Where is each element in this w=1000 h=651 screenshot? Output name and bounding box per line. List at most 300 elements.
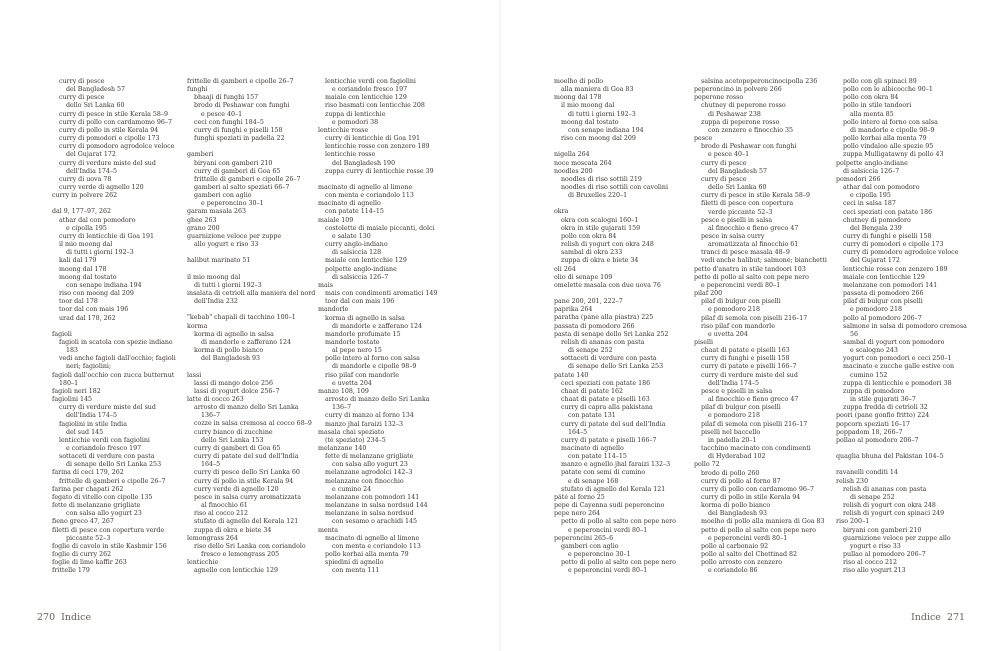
- index-headword: moong dal 178: [554, 94, 602, 102]
- index-headword: passata di pomodoro 266: [554, 322, 635, 330]
- index-headword: fagioli dall'occhio con zucca butternut: [52, 371, 175, 379]
- index-subentry: curry di pesce: [59, 78, 105, 85]
- index-subentry: dello Sri Lanka 153: [201, 436, 264, 444]
- index-subentry: noodles di riso sottili con cavolini: [561, 184, 668, 192]
- index-headword: lemongrass 264: [187, 534, 238, 542]
- index-subentry: con sesamo o arachidi 145: [332, 518, 418, 526]
- right-page-number: 271: [946, 612, 966, 623]
- index-headword: mandorle: [318, 306, 349, 314]
- index-subentry: cozze in salsa cremosa al cocco 68–9: [194, 420, 312, 428]
- index-subentry: e scalogno 243: [850, 347, 898, 355]
- index-subentry: riso dello Sri Lanka con coriandolo: [194, 542, 306, 550]
- index-subentry: con salsa allo yogurt 23: [66, 510, 142, 518]
- index-subentry: curry verde di agnello 120: [59, 184, 144, 192]
- index-subentry: zuppa curry di lenticchie rosse 39: [325, 167, 434, 175]
- index-subentry: con senape indiana 194: [66, 281, 142, 289]
- index-subentry: curry di uova 78: [59, 175, 112, 183]
- index-subentry: al finocchio e fieno greco 47: [708, 396, 799, 404]
- index-headword: foglie di cavolo in stile Kashmir 156: [52, 542, 167, 550]
- index-subentry: mandorle profumate 15: [325, 330, 401, 338]
- index-subentry: del Bangladesh 57: [708, 167, 768, 175]
- index-subentry: polpette anglo-indiane: [325, 265, 397, 273]
- index-subentry: e peperoncini verdi 80–1: [708, 534, 788, 542]
- index-column-3: [318, 78, 468, 576]
- index-subentry: curry di pomodoro agrodolce veloce: [59, 143, 175, 151]
- index-subentry: macinato di agnello: [561, 444, 624, 452]
- index-subentry: tacchino macinato con condimenti: [701, 445, 811, 453]
- index-subentry: sambal di okra 233: [561, 249, 623, 257]
- index-subentry: di salsiccia 128: [332, 249, 382, 257]
- index-headword: latte di cocco 263: [187, 396, 244, 404]
- index-headword: garam masala 263: [187, 208, 247, 216]
- index-headword: quaglia bhuna del Pakistan 104–5: [836, 453, 944, 461]
- index-subentry: riso allo yogurt 213: [843, 567, 906, 575]
- index-headword: petto di pollo al salto con pepe nero: [694, 273, 809, 281]
- index-subentry: riso con moong dal 209: [561, 135, 636, 143]
- index-headword: ravanelli conditi 14: [836, 469, 898, 477]
- index-subentry: 164–5: [201, 461, 221, 469]
- index-subentry: di tutti i giorni 192–3: [66, 249, 134, 257]
- index-subentry: relish di yogurt con spinaci 249: [843, 510, 945, 518]
- index-subentry: di senape 252: [850, 493, 895, 501]
- index-headword: fagioli neri 182: [52, 387, 101, 395]
- index-subentry: pollo arrosto con zenzero: [701, 559, 783, 567]
- index-subentry: bhaaji di funghi 157: [194, 94, 259, 102]
- index-subentry: relish di yogurt con okra 248: [843, 502, 936, 510]
- index-subentry: curry di pollo con cardamomo 96–7: [59, 118, 172, 126]
- index-subentry: riso pilaf con mandorle: [701, 322, 775, 330]
- index-subentry: petto di pollo al salto con pepe nero: [561, 559, 676, 567]
- index-subentry: alla menta 85: [850, 110, 894, 118]
- index-spacer: [836, 445, 986, 453]
- index-subentry: melanzane con pomodori 141: [843, 281, 938, 289]
- index-subentry: di senape dello Sri Lanka 253: [568, 363, 664, 371]
- index-subentry: curry di funghi e piselli 158: [194, 126, 283, 134]
- index-subentry: di senape dello Sri Lanka 253: [66, 461, 162, 469]
- index-subentry: il mio moong dal: [59, 241, 113, 249]
- index-subentry: con menta 111: [332, 567, 380, 575]
- index-subentry: okra con scalogni 160–1: [561, 216, 639, 224]
- index-subentry: curry di pollo in stile Kerala 94: [194, 477, 294, 485]
- index-headword: fagiolini 145: [52, 396, 93, 404]
- index-headword: insalata di cetrioli alla maniera del nord: [187, 290, 316, 298]
- index-headword: pâté al forno 25: [554, 493, 605, 501]
- index-headword: patate 140: [554, 371, 589, 379]
- index-subentry: di tutti i giorni 192–3: [194, 281, 262, 289]
- index-subentry: melanzane agrodolci 142–3: [325, 469, 413, 477]
- index-subentry: dell'India 174–5: [66, 167, 118, 175]
- index-subentry: con patate 114–15: [325, 208, 384, 216]
- index-subentry: korma di agnello in salsa: [325, 314, 405, 322]
- index-headword: pane 200, 201, 222–7: [554, 298, 623, 306]
- index-subentry: e di senape 168: [568, 477, 619, 485]
- index-subentry: tranci di pesce masala 48–9: [701, 249, 790, 257]
- index-spacer: [554, 290, 704, 298]
- index-subentry: korma di agnello in salsa: [194, 330, 274, 338]
- index-subentry: e cipolla 195: [66, 224, 107, 232]
- index-subentry: e salate 130: [332, 232, 371, 240]
- index-headword: masala chai speziato: [318, 428, 385, 436]
- index-subentry: lenticchie verdi con fagiolini: [59, 436, 150, 444]
- index-subentry: di mandorle e cipolle 98–9: [332, 363, 417, 371]
- index-headword: olio di senape 109: [554, 273, 613, 281]
- index-subentry: gamberi al salto speziati 66–7: [194, 184, 290, 192]
- index-subentry: urad dal 178, 262: [59, 314, 116, 322]
- index-subentry: riso basmati con lenticchie 208: [325, 102, 425, 110]
- index-subentry: curry di gamberi di Goa 65: [194, 167, 281, 175]
- index-subentry: in stile gujarati 36–7: [850, 396, 916, 404]
- index-subentry: curry di patate e piselli 166–7: [561, 436, 657, 444]
- index-column-2: [187, 78, 337, 575]
- index-subentry: pesce e piselli in salsa: [701, 216, 773, 224]
- index-subentry: fagioli in scatola con spezie indiane: [59, 338, 173, 346]
- index-subentry: al pepe nero 15: [332, 347, 382, 355]
- index-subentry: riso al cocco 212: [194, 510, 249, 518]
- index-subentry: patate con semi di cumino: [561, 469, 646, 477]
- index-subentry: lassi di mango dolce 256: [194, 379, 274, 387]
- index-subentry: pollo korhai alla menta 79: [843, 135, 927, 143]
- index-subentry: sottaceti di verdure con pasta: [59, 453, 155, 461]
- index-subentry: e pesce 40–1: [201, 110, 243, 118]
- index-column-1: [52, 78, 202, 576]
- index-subentry: yogurt con pomodori e ceci 250–1: [843, 355, 952, 363]
- index-subentry: curry di patate del sud dell'India: [194, 453, 299, 461]
- index-subentry: allo yogurt e riso 33: [194, 241, 259, 249]
- index-subentry: moong dal tostato: [561, 118, 619, 126]
- index-subentry: 164–5: [568, 428, 588, 436]
- index-headword: farina per chapati 262: [52, 485, 124, 493]
- index-subentry: curry di pomodori e cipolle 173: [843, 241, 944, 249]
- index-subentry: okra in stile gujarati 159: [561, 224, 641, 232]
- index-subentry: curry anglo-indiano: [325, 241, 388, 249]
- index-subentry: chutney di peperone rosso: [701, 102, 786, 110]
- index-subentry: pilaf di semola con piselli 216–17: [701, 420, 808, 428]
- index-subentry: zuppa Mulligatawny di pollo 43: [843, 151, 944, 159]
- index-headword: pepe nero 264: [554, 510, 601, 518]
- index-subentry: stufato di agnello del Kerala 121: [561, 485, 666, 493]
- index-headword: mais: [318, 281, 333, 289]
- index-subentry: zuppa di lenticchie: [325, 110, 386, 118]
- index-subentry: korma di pollo bianco: [701, 502, 771, 510]
- index-subentry: zuppa di okra e biete 34: [194, 526, 272, 534]
- index-headword: lenticchie rosse: [318, 126, 369, 134]
- index-subentry: di salsiccia 126–7: [332, 273, 389, 281]
- index-subentry: dell'India 174–5: [708, 379, 760, 387]
- index-subentry: curry di pesce in stile Kerala 58–9: [701, 192, 811, 200]
- index-headword: peperoncini 265–6: [554, 534, 614, 542]
- index-subentry: curry di capra alla pakistana: [561, 404, 653, 412]
- index-headword: filetti di pesce con copertura verde: [52, 526, 165, 534]
- index-subentry: lenticchie rosse: [325, 151, 376, 159]
- index-headword: curry in polvere 262: [52, 192, 118, 200]
- index-subentry: con salsa allo yogurt 23: [332, 461, 408, 469]
- index-headword: pasta di senape dello Sri Lanka 252: [554, 330, 669, 338]
- index-headword: peperone rosso: [694, 94, 744, 102]
- index-subentry: dello Sri Lanka 60: [66, 102, 125, 110]
- index-subentry: maiale con lenticchie 129: [325, 94, 407, 102]
- index-subentry: pesce in salsa curry aromatizzata: [194, 493, 301, 501]
- left-running-head: Indice: [61, 612, 92, 623]
- index-subentry: yogurt e riso 33: [850, 542, 901, 550]
- index-subentry: 56: [850, 330, 859, 338]
- index-headword: gamberi: [187, 151, 214, 159]
- index-column-6: [836, 78, 986, 576]
- index-subentry: riso pilaf con mandorle: [325, 371, 399, 379]
- index-subentry: manzo jhal faraizi 132–3: [325, 420, 404, 428]
- index-subentry: del Gujarat 172: [66, 151, 116, 159]
- index-spacer: [187, 143, 337, 151]
- index-subentry: pullao al pomodoro 206–7: [843, 551, 926, 559]
- index-subentry: di Hyderabad 102: [708, 453, 766, 461]
- index-subentry: verde piccante 52–3: [708, 208, 773, 216]
- index-subentry: curry di pesce: [59, 94, 105, 102]
- index-subentry: 183: [66, 347, 79, 355]
- index-subentry: korma di pollo bianco: [194, 347, 264, 355]
- index-subentry: dell'India 174–5: [66, 412, 118, 420]
- index-subentry: del Bengala 239: [850, 224, 902, 232]
- index-headword: popcorn speziati 16–17: [836, 420, 911, 428]
- index-headword: korma: [187, 322, 208, 330]
- index-subentry: arrosto di manzo dello Sri Lanka: [325, 396, 430, 404]
- index-subentry: maiale con lenticchie 129: [843, 273, 925, 281]
- index-subentry: chaat di patate e piselli 163: [561, 396, 650, 404]
- index-subentry: di Bruxelles 220–1: [568, 192, 628, 200]
- index-subentry: melanzane con finocchio: [325, 477, 404, 485]
- index-headword: foglie di lime kaffir 263: [52, 559, 127, 567]
- index-subentry: di mandorle e zafferano 124: [201, 338, 292, 346]
- index-subentry: curry di pollo in stile Kerala 94: [701, 493, 801, 501]
- index-headword: pilaf 200: [694, 290, 723, 298]
- index-subentry: dello Sri Lanka 60: [708, 184, 767, 192]
- index-headword: ghee 263: [187, 216, 217, 224]
- index-subentry: e coriandolo fresco 197: [66, 445, 142, 452]
- index-headword: foglie di curry 262: [52, 551, 112, 559]
- index-headword: pomodori 266: [836, 175, 881, 183]
- index-spacer: [187, 306, 337, 314]
- index-subentry: pollo al salto del Chettinad 82: [701, 551, 798, 559]
- index-subentry: curry di funghi e piselli 158: [843, 232, 932, 240]
- index-subentry: salsina acetopeperoncinocipolla 236: [701, 78, 818, 85]
- index-subentry: e peperoncini verdi 80–1: [568, 567, 648, 575]
- index-spacer: [318, 176, 468, 184]
- index-subentry: passata di pomodoro 266: [843, 290, 924, 298]
- index-headword: grano 200: [187, 224, 220, 232]
- index-subentry: e peperoncino 30–1: [201, 200, 264, 208]
- index-subentry: e uvetta 204: [708, 330, 748, 338]
- index-subentry: chutney di pomodoro: [843, 216, 911, 224]
- page-gutter: [499, 0, 501, 651]
- index-subentry: e pesce 40–1: [708, 151, 750, 159]
- index-headword: noodles 200: [554, 167, 593, 175]
- index-subentry: e pomodoro 218: [850, 306, 902, 314]
- index-headword: halibut marinato 51: [187, 257, 251, 265]
- index-subentry: pilaf di bulgur con piselli: [843, 298, 923, 306]
- index-subentry: gamberi con aglio: [194, 192, 252, 200]
- index-spacer: [187, 363, 337, 371]
- index-subentry: zuppa di okra e biete 34: [561, 257, 639, 265]
- index-subentry: athar dal con pomodoro: [843, 184, 920, 192]
- index-subentry: sottaceti di verdure con pasta: [561, 355, 657, 363]
- index-subentry: pollo korhai alla menta 79: [325, 551, 409, 559]
- index-subentry: e cumino 24: [332, 485, 372, 493]
- index-subentry: kali dal 179: [59, 257, 97, 265]
- index-subentry: di senape 252: [568, 347, 613, 355]
- index-subentry: pesce in salsa curry: [701, 232, 765, 240]
- index-subentry: salmone in salsa di pomodoro cremosa: [843, 322, 967, 330]
- index-subentry: ceci in salsa 187: [843, 200, 896, 208]
- index-subentry: curry di lenticchie di Goa 191: [59, 232, 155, 240]
- index-subentry: toor dal 178: [59, 298, 98, 306]
- index-subentry: di Peshawar 238: [708, 110, 761, 118]
- index-subentry: guarnizione veloce per zuppe allo: [843, 534, 951, 542]
- index-spacer: [836, 461, 986, 469]
- index-subentry: con menta e coriandolo 113: [325, 192, 414, 200]
- index-subentry: pollo intero al forno con salsa: [843, 118, 938, 126]
- index-headword: fette di melanzane grigliate: [52, 502, 141, 510]
- index-headword: fagioli: [52, 330, 72, 338]
- index-subentry: zuppa di peperone rosso: [701, 118, 780, 126]
- index-subentry: curry di patate e piselli 166–7: [701, 363, 797, 371]
- index-subentry: noodles di riso sottili 219: [561, 175, 642, 183]
- index-headword: farina di ceci 179, 262: [52, 469, 124, 477]
- index-column-4: [554, 78, 704, 575]
- index-subentry: cumino 152: [850, 371, 888, 379]
- index-subentry: del sud 145: [66, 428, 104, 436]
- index-subentry: curry di pesce: [701, 159, 747, 167]
- index-subentry: piselli nel baccello: [701, 428, 761, 436]
- index-headword: lassi: [187, 371, 202, 379]
- index-subentry: pollo con okra 84: [843, 94, 899, 102]
- index-subentry: lenticchie rosse con zenzero 189: [325, 143, 430, 151]
- index-subentry: ceci con funghi 184–5: [194, 118, 264, 126]
- index-subentry: biryani con gamberi 210: [843, 526, 922, 534]
- index-spacer: [52, 200, 202, 208]
- index-headword: omelette masala con due uova 76: [554, 281, 661, 289]
- index-subentry: relish di ananas con pasta: [561, 338, 645, 346]
- index-subentry: pollo con le albicocche 90–1: [843, 86, 933, 94]
- index-subentry: fagiolini in stile India: [59, 420, 127, 428]
- right-running-head: Indice: [911, 612, 941, 623]
- index-headword: manzo 108, 109: [318, 387, 369, 395]
- index-subentry: vedi anche fagioli dall'occhio; fagioli: [59, 355, 176, 363]
- index-subentry: zuppa di lenticchie e pomodori 38: [843, 379, 952, 387]
- index-headword: fegato di vitello con cipolle 135: [52, 493, 153, 501]
- index-subentry: del Bangladesh 190: [332, 159, 396, 167]
- index-subentry: e pomodori 38: [332, 118, 379, 126]
- index-headword: moelho di pollo: [554, 78, 604, 85]
- index-headword: poori (pane gonfio fritto) 224: [836, 412, 930, 420]
- index-headword: macinato di agnello al limone: [318, 184, 413, 192]
- index-subentry: curry di pomodoro agrodolce veloce: [843, 249, 959, 257]
- index-subentry: agnello con lenticchie 129: [194, 567, 278, 575]
- index-subentry: spiedini di agnello: [325, 559, 384, 567]
- index-headword: polpette anglo-indiane: [836, 159, 908, 167]
- index-spacer: [554, 143, 704, 151]
- index-spacer: [52, 323, 202, 331]
- index-subentry: 180–1: [59, 379, 79, 387]
- index-subentry: 136–7: [201, 412, 221, 420]
- index-subentry: pollo al pomodoro 206–7: [843, 314, 922, 322]
- index-headword: paprika 264: [554, 306, 593, 314]
- index-headword: fieno greco 47, 267: [52, 518, 114, 526]
- index-headword: guarnizione veloce per zuppe: [187, 232, 282, 240]
- index-subentry: lenticchie verdi con fagiolini: [325, 78, 416, 85]
- index-subentry: zuppa fredda di cetrioli 32: [843, 404, 928, 412]
- index-subentry: curry di gamberi di Goa 65: [194, 444, 281, 452]
- index-subentry: e peperoncino 30–1: [568, 551, 631, 559]
- index-spacer: [187, 266, 337, 274]
- index-subentry: di tutti i giorni 192–3: [568, 110, 636, 118]
- index-subentry: del Bangladesh 93: [708, 510, 768, 518]
- index-subentry: manzo e agnello jhal faraizi 132–3: [561, 461, 671, 469]
- index-subentry: pollo intero al forno con salsa: [325, 355, 420, 363]
- index-subentry: zuppa di pomodoro: [843, 387, 905, 395]
- index-headword: pesce: [694, 135, 713, 143]
- index-subentry: sambal di yogurt con pomodoro: [843, 339, 945, 346]
- index-subentry: petto di pollo al salto con pepe nero: [701, 526, 816, 534]
- index-headword: nigella 264: [554, 151, 590, 159]
- index-subentry: curry di pesce dello Sri Lanka 60: [194, 469, 300, 477]
- index-headword: melanzane 140: [318, 445, 367, 453]
- index-subentry: curry di verdure miste del sud: [701, 371, 798, 379]
- index-subentry: pollo in stile tandoori: [843, 102, 912, 110]
- index-subentry: moelho di pollo alla maniera di Goa 83: [701, 518, 825, 526]
- index-subentry: con patate 114–15: [568, 453, 627, 461]
- index-subentry: neri; fagiolini;: [66, 363, 112, 371]
- index-headword: dal 9, 177–97, 262: [52, 208, 112, 216]
- index-subentry: melanzane in salsa nordsud 144: [325, 502, 428, 510]
- index-subentry: fette di melanzane grigliate: [325, 453, 414, 461]
- index-column-5: [694, 78, 844, 576]
- index-subentry: pilaf di bulgur con piselli: [701, 298, 781, 306]
- index-subentry: melanzane in salsa nordsud: [325, 510, 414, 518]
- index-subentry: di mandorle e cipolle 98–9: [850, 126, 935, 134]
- index-headword: paratha (pane alla piastra) 225: [554, 314, 654, 322]
- index-subentry: pollo con okra 84: [561, 232, 617, 240]
- index-subentry: al finocchio e fieno greco 47: [708, 224, 799, 232]
- index-subentry: curry di verdure miste del sud: [59, 404, 156, 412]
- index-subentry: curry di pollo al forno 87: [701, 477, 781, 485]
- index-subentry: curry di verdure miste del sud: [59, 159, 156, 167]
- index-subentry: pilaf di semola con piselli 216–17: [701, 314, 808, 322]
- index-subentry: moong dal tostato: [59, 273, 117, 281]
- index-subentry: maiale con lenticchie 129: [325, 257, 407, 265]
- index-subentry: melanzane con pomodori 141: [325, 493, 420, 501]
- index-subentry: pilaf di bulgur con piselli: [701, 404, 781, 412]
- index-subentry: di mandorle e zafferano 124: [332, 322, 423, 330]
- index-subentry: pollo con gli spinaci 89: [843, 78, 917, 85]
- right-page-folio: [905, 612, 965, 623]
- index-subentry: e peperoncini verdi 80–1: [701, 281, 781, 289]
- index-subentry: e coriandolo fresco 197: [332, 86, 408, 94]
- index-spacer: [187, 249, 337, 257]
- index-headword: maiale 109: [318, 216, 354, 224]
- index-subentry: stufato di agnello del Kerala 121: [194, 518, 299, 526]
- index-subentry: e peperoncini verdi 80–1: [568, 526, 648, 534]
- left-page-folio: [37, 612, 97, 623]
- index-subentry: del Gujarat 172: [850, 257, 900, 265]
- index-subentry: in padella 20–1: [708, 436, 757, 444]
- index-subentry: arrosto di manzo dello Sri Lanka: [194, 404, 299, 412]
- index-subentry: macinato e zucche galle estive con: [843, 363, 955, 371]
- index-headword: pepe di Cayenna sudi peperoncino: [554, 502, 665, 510]
- index-headword: peperoncino in polvere 266: [694, 86, 782, 94]
- left-page-number: 270: [37, 612, 56, 623]
- index-headword: okra: [554, 208, 569, 216]
- index-subentry: mais con condimenti aromatici 149: [325, 290, 438, 298]
- index-headword: petto d'anatra in stile tandoori 103: [694, 265, 806, 273]
- index-subentry: pollo al carbonaio 92: [701, 542, 769, 550]
